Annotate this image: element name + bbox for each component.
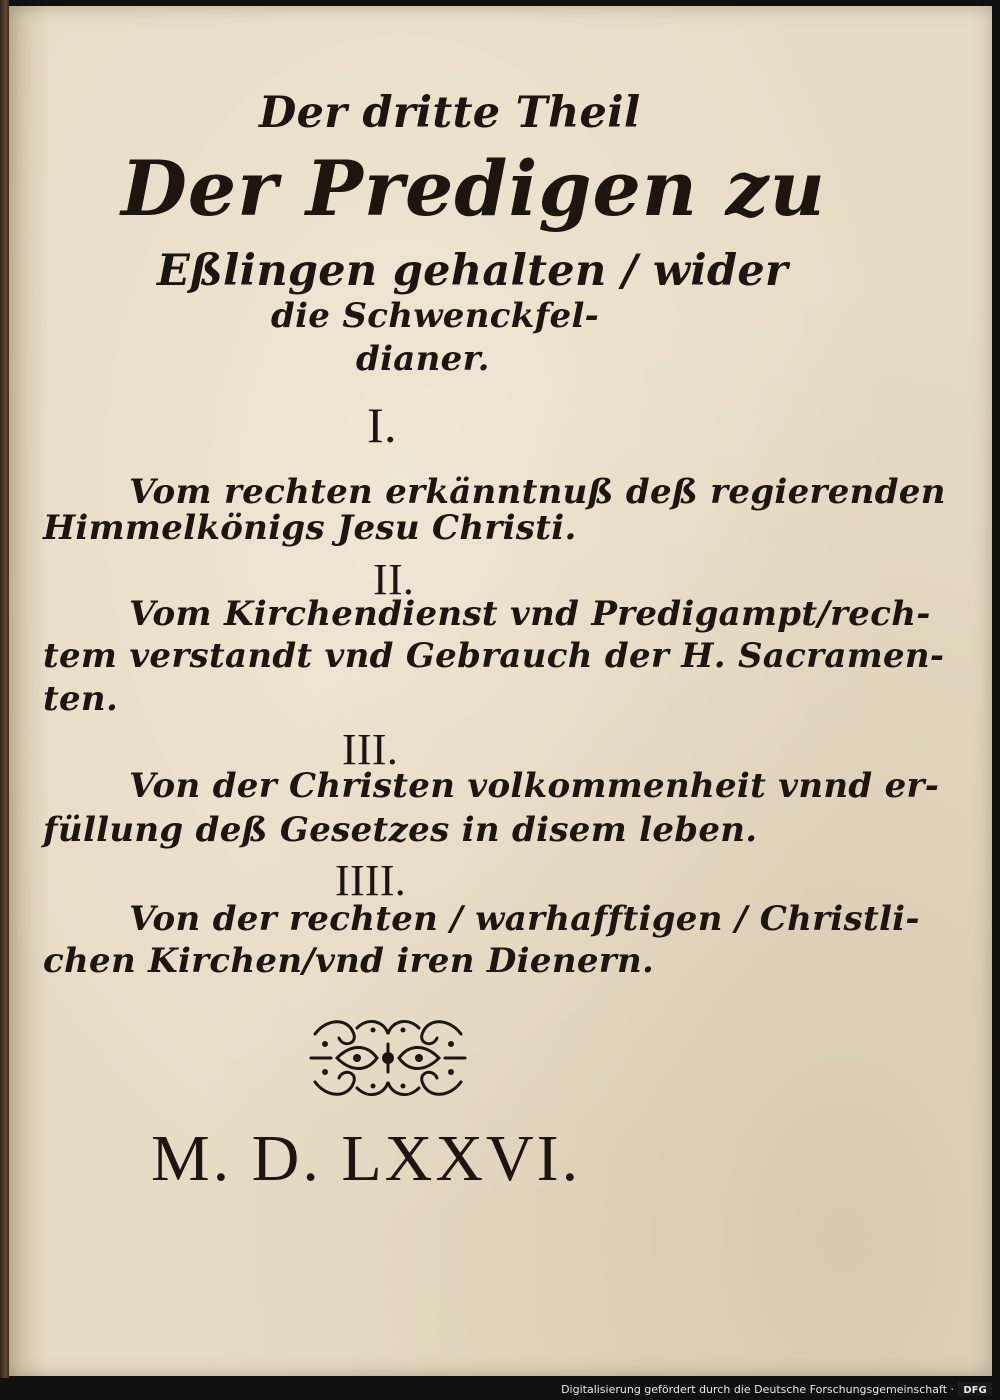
section-3-line-2: füllung deß Gesetzes in disem leben. [43, 810, 758, 850]
title-line-1: Der dritte Theil [259, 88, 641, 138]
dfg-logo-text: DFG [963, 1385, 987, 1396]
section-1-numeral: I. [367, 397, 397, 453]
section-2-line-2: tem verstandt vnd Gebrauch der H. Sacramen- [43, 636, 945, 676]
section-1-line-2: Himmelkönigs Jesu Christi. [43, 508, 577, 548]
title-line-3: Eßlingen gehalten / wider [157, 246, 788, 296]
section-3-line-1: Von der Christen volkommenheit vnnd er- [129, 766, 940, 806]
dfg-logo-icon [958, 1382, 992, 1396]
section-2-line-3: ten. [43, 679, 119, 719]
section-4-numeral: IIII. [335, 856, 407, 905]
title-line-5: dianer. [356, 339, 490, 379]
section-1-line-1: Vom rechten erkänntnuß deß regierenden [129, 472, 946, 512]
publication-year: M. D. LXXVI. [151, 1122, 582, 1195]
digitization-footer [561, 1381, 992, 1397]
title-line-4: die Schwenckfel- [271, 296, 600, 336]
dfg-logo [958, 1382, 992, 1396]
footer-credit-text: Digitalisierung gefördert durch die Deutsche Forschungsgemeinschaft · [561, 1382, 954, 1396]
printers-ornament [307, 1014, 469, 1102]
book-binding-edge [0, 0, 9, 1378]
section-2-numeral: II. [373, 555, 415, 604]
section-2-line-1: Vom Kirchendienst vnd Predigampt/rech- [129, 594, 931, 634]
section-4-line-1: Von der rechten / warhafftigen / Christli- [129, 899, 920, 939]
section-4-line-2: chen Kirchen/vnd iren Dienern. [43, 941, 655, 981]
title-page [9, 6, 992, 1376]
section-3-numeral: III. [342, 725, 399, 774]
title-line-2: Der Predigen zu [121, 144, 826, 233]
